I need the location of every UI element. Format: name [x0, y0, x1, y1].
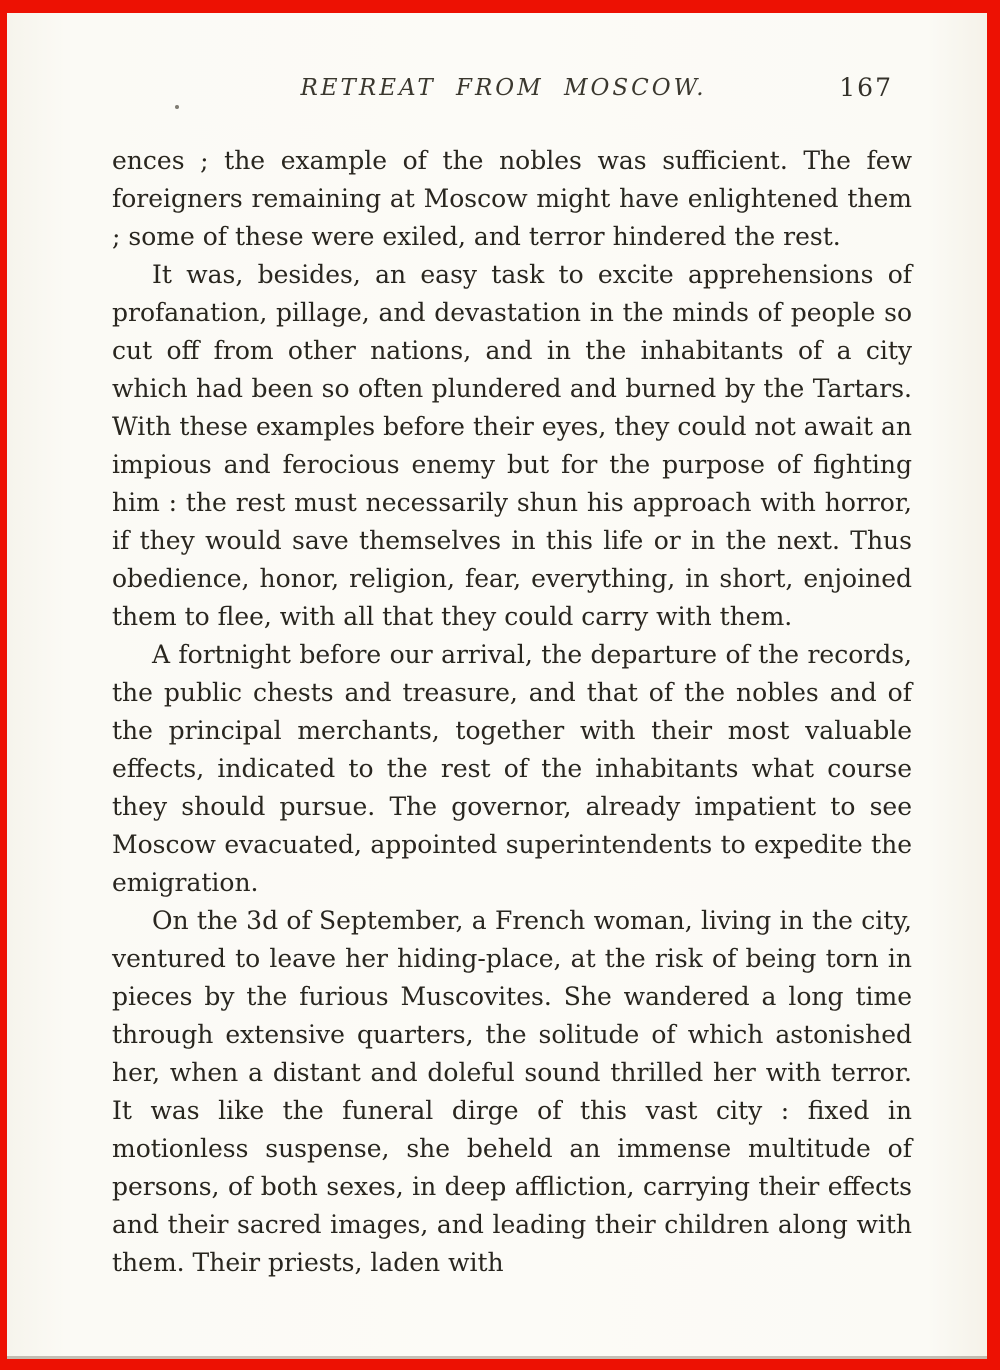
page-bottom-edge	[7, 1356, 987, 1359]
body-text	[112, 142, 912, 1282]
paragraph: It was, besides, an easy task to excite apprehensions of profanation, pillage, and devastation in the minds of people so cut off from other nations, and in the inhabitants of a city which had been so often plundered and burned by the Tartars. With these examples before their eyes, they could not await an impious and ferocious enemy but for the purpose of fighting him : the rest must necessarily shun his approach with horror, if they would save themselves in this life or in the next. Thus obedience, honor, religion, fear, everything, in short, enjoined them to flee, with all that they could carry with them.	[112, 260, 912, 631]
paragraph: On the 3d of September, a French woman, living in the city, ventured to leave her hiding-place, at the risk of being torn in pieces by the furious Muscovites. She wandered a long time through extensive quarters, the solitude of which astonished her, when a distant and doleful sound thrilled her with terror. It was like the funeral dirge of this vast city : fixed in motionless suspense, she beheld an immense multitude of persons, of both sexes, in deep affliction, carrying their effects and their sacred images, and leading their children along with them. Their priests, laden with	[112, 906, 912, 1277]
ink-speck	[175, 105, 179, 109]
scanned-page	[7, 13, 987, 1359]
paragraph-continuation: ences ; the example of the nobles was sufficient. The few foreigners remaining at Moscow might have enlightened them ; some of these were exiled, and terror hindered the rest.	[112, 146, 912, 251]
page-number: 167	[839, 73, 893, 102]
page-header	[112, 75, 895, 117]
running-title: RETREAT FROM MOSCOW.	[300, 75, 707, 101]
paragraph: A fortnight before our arrival, the departure of the records, the public chests and treasure, and that of the nobles and of the principal merchants, together with their most valuable effects, indicated to the rest of the inhabitants what course they should pursue. The governor, already impatient to see Moscow evacuated, appointed superintendents to expedite the emigration.	[112, 640, 912, 897]
